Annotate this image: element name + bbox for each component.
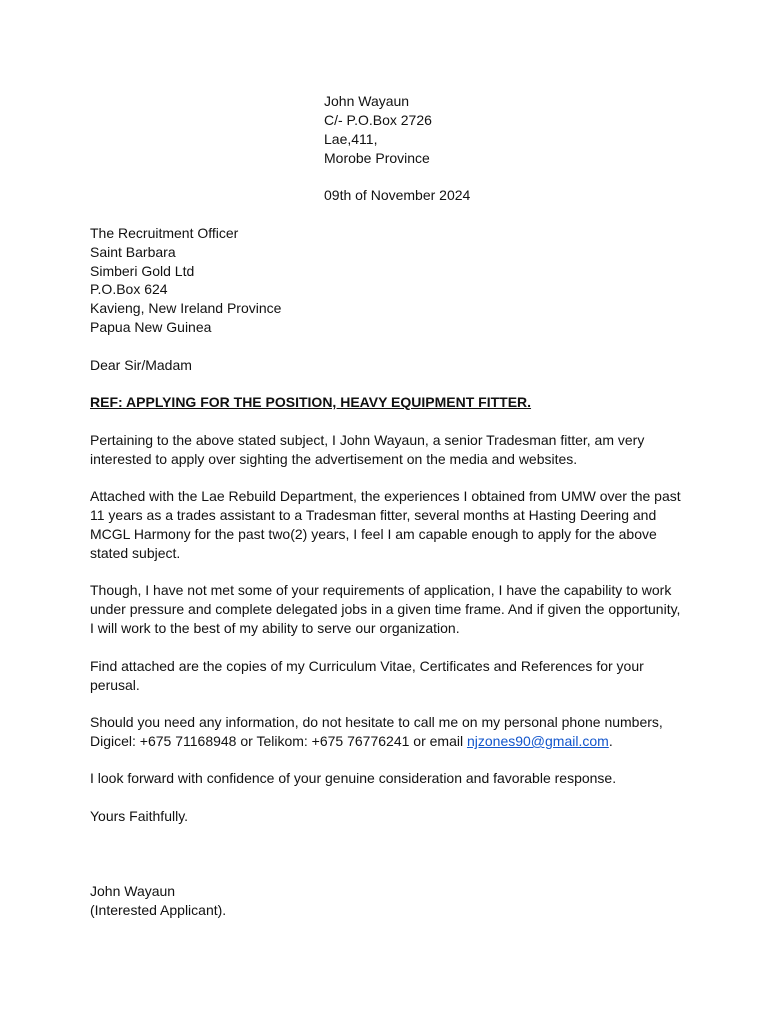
sender-address-line2: Lae,411,	[324, 131, 378, 147]
recipient-city: Kavieng, New Ireland Province	[90, 300, 282, 316]
paragraph-1-line: interested to apply over sighting the advertisement on the media and websites.	[90, 451, 578, 467]
contact-phones: Digicel: +675 71168948 or Telikom: +675 76776241 or email	[90, 733, 467, 749]
paragraph-5-line: Should you need any information, do not hesitate to call me on my personal phone numbers,	[90, 714, 663, 730]
recipient-pobox: P.O.Box 624	[90, 281, 168, 297]
paragraph-6: I look forward with confidence of your genuine consideration and favorable response.	[90, 770, 617, 786]
contact-line	[90, 732, 613, 750]
paragraph-3-line: under pressure and complete delegated jobs in a given time frame. And if given the opportunity,	[90, 601, 681, 617]
email-link[interactable]: njzones90@gmail.com	[466, 733, 609, 749]
signature-name: John Wayaun	[90, 883, 176, 899]
letter-date: 09th of November 2024	[324, 187, 471, 203]
reference-heading: REF: APPLYING FOR THE POSITION, HEAVY EQUIPMENT FITTER.	[90, 394, 532, 410]
sender-province: Morobe Province	[324, 150, 430, 166]
paragraph-2-line: Attached with the Lae Rebuild Department, the experiences I obtained from UMW over the past	[90, 488, 681, 504]
salutation: Dear Sir/Madam	[90, 357, 192, 373]
paragraph-2-line: stated subject.	[90, 545, 181, 561]
paragraph-2-line: 11 years as a trades assistant to a Tradesman fitter, several months at Hasting Deering and	[90, 507, 657, 523]
closing: Yours Faithfully.	[90, 808, 189, 824]
recipient-company: Simberi Gold Ltd	[90, 263, 195, 279]
paragraph-3-line: Though, I have not met some of your requirements of application, I have the capability to work	[90, 582, 672, 598]
recipient-country: Papua New Guinea	[90, 319, 212, 335]
recipient-line2: Saint Barbara	[90, 244, 176, 260]
paragraph-4-line: Find attached are the copies of my Curriculum Vitae, Certificates and References for your	[90, 658, 644, 674]
signature-role: (Interested Applicant).	[90, 902, 227, 918]
sender-name: John Wayaun	[324, 93, 410, 109]
paragraph-4-line: perusal.	[90, 677, 140, 693]
recipient-title: The Recruitment Officer	[90, 225, 239, 241]
paragraph-2-line: MCGL Harmony for the past two(2) years, I feel I am capable enough to apply for the above	[90, 526, 657, 542]
paragraph-1-line: Pertaining to the above stated subject, I John Wayaun, a senior Tradesman fitter, am very	[90, 432, 645, 448]
contact-line-end: .	[608, 733, 613, 749]
paragraph-3-line: I will work to the best of my ability to serve our organization.	[90, 620, 460, 636]
sender-address-line1: C/- P.O.Box 2726	[324, 112, 432, 128]
